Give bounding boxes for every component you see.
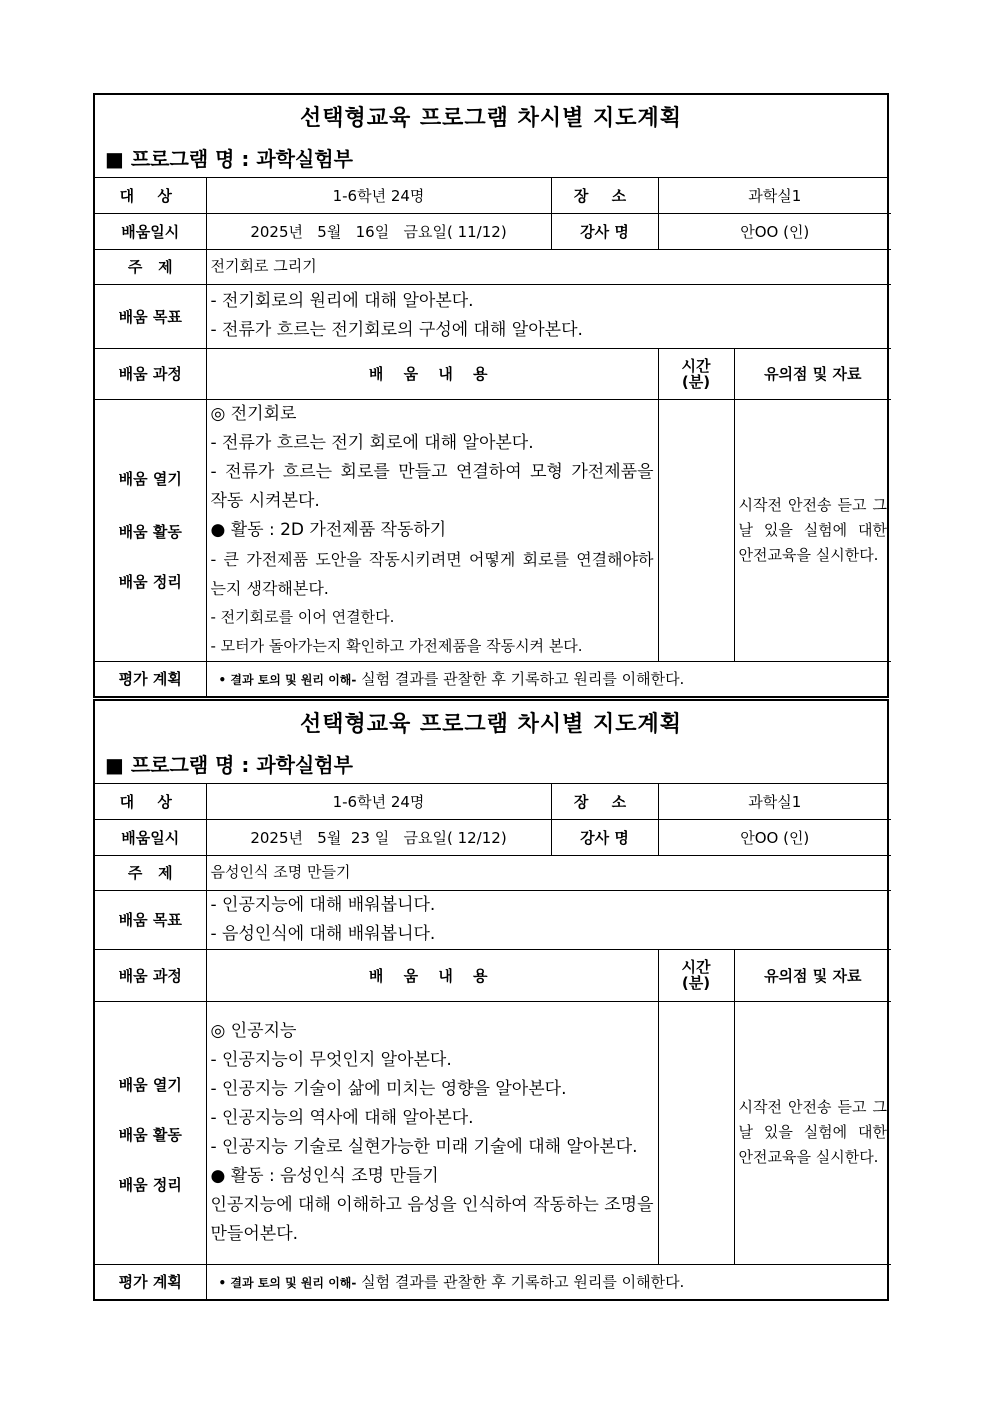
phases: [95, 399, 206, 661]
time-label: 시간 (분): [658, 949, 734, 1001]
notes-text: 시작전 안전송 듣고 그날 있을 실험에 대한 안전교육을 실시한다.: [738, 495, 888, 564]
program-name: ■ 프로그램 명 : 과학실험부: [105, 147, 353, 171]
content-item: - 큰 가전제품 도안을 작동시키려면 어떻게 회로를 연결해야하는지 생각해본다.: [210, 549, 654, 598]
content-item: - 인공지능이 무엇인지 알아본다.: [210, 1049, 452, 1070]
eval-bold: • 결과 토의 및 원리 이해-: [218, 673, 357, 688]
topic-value: 전기회로 그리기: [206, 249, 891, 284]
process-label: 배움 과정: [95, 949, 206, 1001]
phase-close: 배움 정리: [118, 573, 182, 591]
activity-title: ● 활동 : 2D 가전제품 작동하기: [210, 519, 447, 540]
target-value: 1-6학년 24명: [206, 784, 551, 819]
eval-label: 평가 계획: [95, 1264, 206, 1299]
content-item: - 인공지능의 역사에 대해 알아본다.: [210, 1107, 474, 1128]
phase-activity: 배움 활동: [118, 1125, 182, 1144]
program-name: ■ 프로그램 명 : 과학실험부: [105, 753, 353, 777]
target-label: 대 상: [95, 784, 206, 819]
eval-text: 실험 결과를 관찰한 후 기록하고 원리를 이해한다.: [356, 1273, 685, 1292]
content-item: - 전류가 흐르는 회로를 만들고 연결하여 모형 가전제품을 작동 시켜본다.: [210, 461, 654, 511]
notes-cell: [734, 1001, 891, 1264]
process-label: 배움 과정: [95, 348, 206, 399]
plan-title: 선택형교육 프로그램 차시별 지도계획: [299, 106, 682, 131]
goals: [206, 890, 891, 949]
lesson-content: [206, 1001, 658, 1264]
content-label: 배 움 내 용: [206, 348, 658, 399]
content-heading: ◎ 전기회로: [210, 403, 297, 424]
eval-bold: • 결과 토의 및 원리 이해-: [218, 1276, 357, 1291]
plan-header: [95, 701, 887, 784]
content-item: 인공지능에 대해 이해하고 음성을 인식하여 작동하는 조명을 만들어본다.: [210, 1194, 654, 1244]
goal-item: - 전류가 흐르는 전기회로의 구성에 대해 알아본다.: [210, 320, 583, 340]
date-label: 배움일시: [95, 213, 206, 249]
date-value: 2025년 5월 23 일 금요일( 12/12): [206, 819, 551, 855]
time-label: 시간 (분): [658, 348, 734, 399]
phase-close: 배움 정리: [118, 1175, 182, 1194]
notes-label: 유의점 및 자료: [734, 348, 891, 399]
teacher-label: 강사 명: [551, 819, 658, 855]
time-cell: [658, 399, 734, 661]
activity-title: ● 활동 : 음성인식 조명 만들기: [210, 1165, 439, 1186]
teacher-value: 안OO (인): [658, 819, 891, 855]
goal-item: - 음성인식에 대해 배워봅니다.: [210, 923, 436, 944]
content-item: - 전류가 흐르는 전기 회로에 대해 알아본다.: [210, 432, 534, 453]
place-label: 장 소: [551, 178, 658, 213]
notes-label: 유의점 및 자료: [734, 949, 891, 1001]
plan-table: [95, 784, 891, 1299]
phases: [95, 1001, 206, 1264]
goal-label: 배움 목표: [95, 284, 206, 348]
goal-item: - 인공지능에 대해 배워봅니다.: [210, 894, 436, 915]
date-label: 배움일시: [95, 819, 206, 855]
lesson-plan-1: [93, 93, 889, 698]
target-value: 1-6학년 24명: [206, 178, 551, 213]
date-value: 2025년 5월 16일 금요일( 11/12): [206, 213, 551, 249]
phase-activity: 배움 활동: [118, 523, 182, 541]
eval-content: [206, 661, 891, 696]
plan-table: [95, 178, 891, 696]
place-value: 과학실1: [658, 178, 891, 213]
topic-value: 음성인식 조명 만들기: [206, 855, 891, 890]
phase-open: 배움 열기: [118, 470, 182, 488]
target-label: 대 상: [95, 178, 206, 213]
topic-label: 주 제: [95, 855, 206, 890]
plan-header: [95, 95, 887, 178]
content-item: - 인공지능 기술로 실현가능한 미래 기술에 대해 알아본다.: [210, 1136, 638, 1157]
lesson-plan-2: [93, 699, 889, 1301]
place-label: 장 소: [551, 784, 658, 819]
content-item: - 전기회로를 이어 연결한다.: [210, 607, 395, 626]
content-item: - 모터가 돌아가는지 확인하고 가전제품을 작동시켜 본다.: [210, 636, 583, 655]
phase-open: 배움 열기: [118, 1075, 182, 1094]
topic-label: 주 제: [95, 249, 206, 284]
eval-content: [206, 1264, 891, 1299]
teacher-value: 안OO (인): [658, 213, 891, 249]
place-value: 과학실1: [658, 784, 891, 819]
teacher-label: 강사 명: [551, 213, 658, 249]
eval-label: 평가 계획: [95, 661, 206, 696]
notes-text: 시작전 안전송 듣고 그날 있을 실험에 대한 안전교육을 실시한다.: [738, 1098, 888, 1166]
goal-label: 배움 목표: [95, 890, 206, 949]
notes-cell: [734, 399, 891, 661]
goals: [206, 284, 891, 348]
goal-item: - 전기회로의 원리에 대해 알아본다.: [210, 291, 474, 311]
eval-text: 실험 결과를 관찰한 후 기록하고 원리를 이해한다.: [356, 670, 685, 689]
plan-title: 선택형교육 프로그램 차시별 지도계획: [299, 712, 682, 737]
lesson-content: [206, 399, 658, 661]
content-heading: ◎ 인공지능: [210, 1020, 297, 1041]
content-item: - 인공지능 기술이 삶에 미치는 영향을 알아본다.: [210, 1078, 567, 1099]
time-cell: [658, 1001, 734, 1264]
content-label: 배 움 내 용: [206, 949, 658, 1001]
